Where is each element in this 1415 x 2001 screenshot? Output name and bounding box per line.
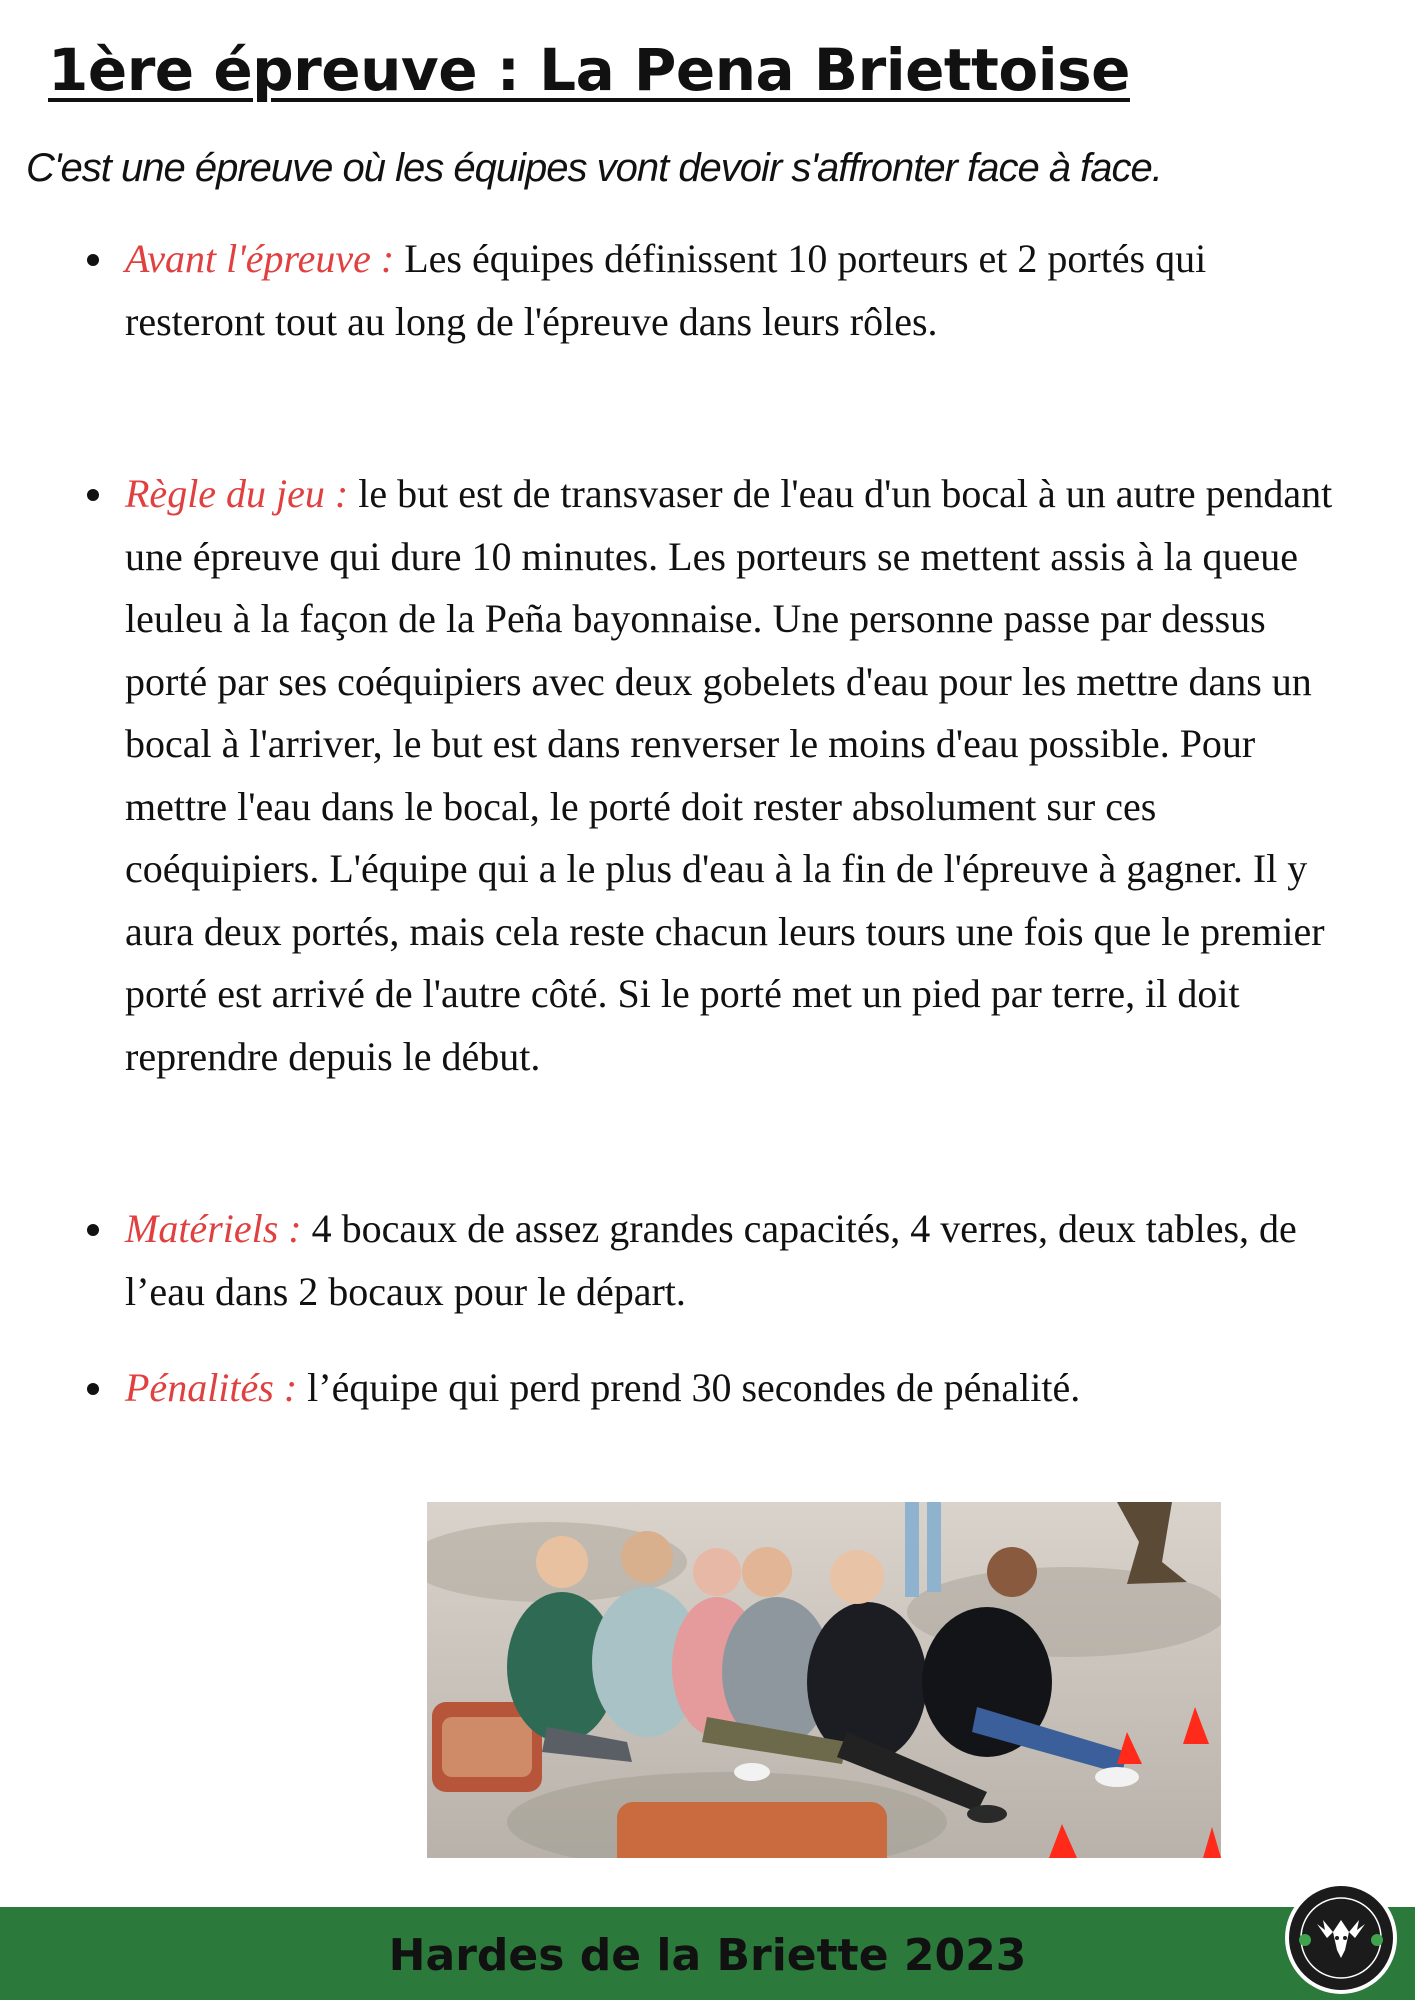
list-item-avant	[0, 228, 1415, 353]
bullet-label: Règle du jeu :	[125, 471, 349, 516]
bullet-text: le but est de transvaser de l'eau d'un bocal à un autre pendant une épreuve qui dure 10 minutes. Les porteurs se mettent assis à la queue leuleu à la façon de la Peña bayonnaise. Une personne passe par dessus porté par ses coéquipiers avec deux gobelets d'eau pour les mettre dans un bocal à l'arriver, le but est dans renverser le moins d'eau possible. Pour mettre l'eau dans le bocal, le porté doit rester absolument sur ces coéquipiers. L'équipe qui a le plus d'eau à la fin de l'épreuve à gagner. Il y aura deux portés, mais cela reste chacun leurs tours une fois que le premier porté est arrivé de l'autre côté. Si le porté met un pied par terre, il doit reprendre depuis le début.	[125, 471, 1333, 1079]
bullet-text: 4 bocaux de assez grandes capacités, 4 verres, deux tables, de l’eau dans 2 bocaux pour le départ.	[125, 1206, 1297, 1314]
footer-title: Hardes de la Briette 2023	[388, 1930, 1027, 1981]
bullet-label: Pénalités :	[125, 1365, 298, 1410]
list-item-penalites	[0, 1357, 1415, 1420]
bullet-label: Avant l'épreuve :	[125, 236, 395, 281]
deer-logo-icon	[1283, 1880, 1399, 1996]
bullet-text: l’équipe qui perd prend 30 secondes de pénalité.	[297, 1365, 1081, 1410]
hardes-logo	[1283, 1880, 1399, 1996]
list-item-regle	[0, 463, 1415, 1088]
bullet-label: Matériels :	[125, 1206, 302, 1251]
group-photo	[427, 1502, 1221, 1858]
rules-list	[0, 228, 1415, 1420]
page-subtitle: C'est une épreuve où les équipes vont devoir s'affronter face à face.	[26, 146, 1162, 190]
group-photo-icon	[427, 1502, 1221, 1858]
bullet-text: Les équipes définissent 10 porteurs et 2 portés qui resteront tout au long de l'épreuve dans leurs rôles.	[125, 236, 1207, 344]
list-item-materiels	[0, 1198, 1415, 1323]
page-title: 1ère épreuve : La Pena Briettoise	[48, 36, 1130, 104]
